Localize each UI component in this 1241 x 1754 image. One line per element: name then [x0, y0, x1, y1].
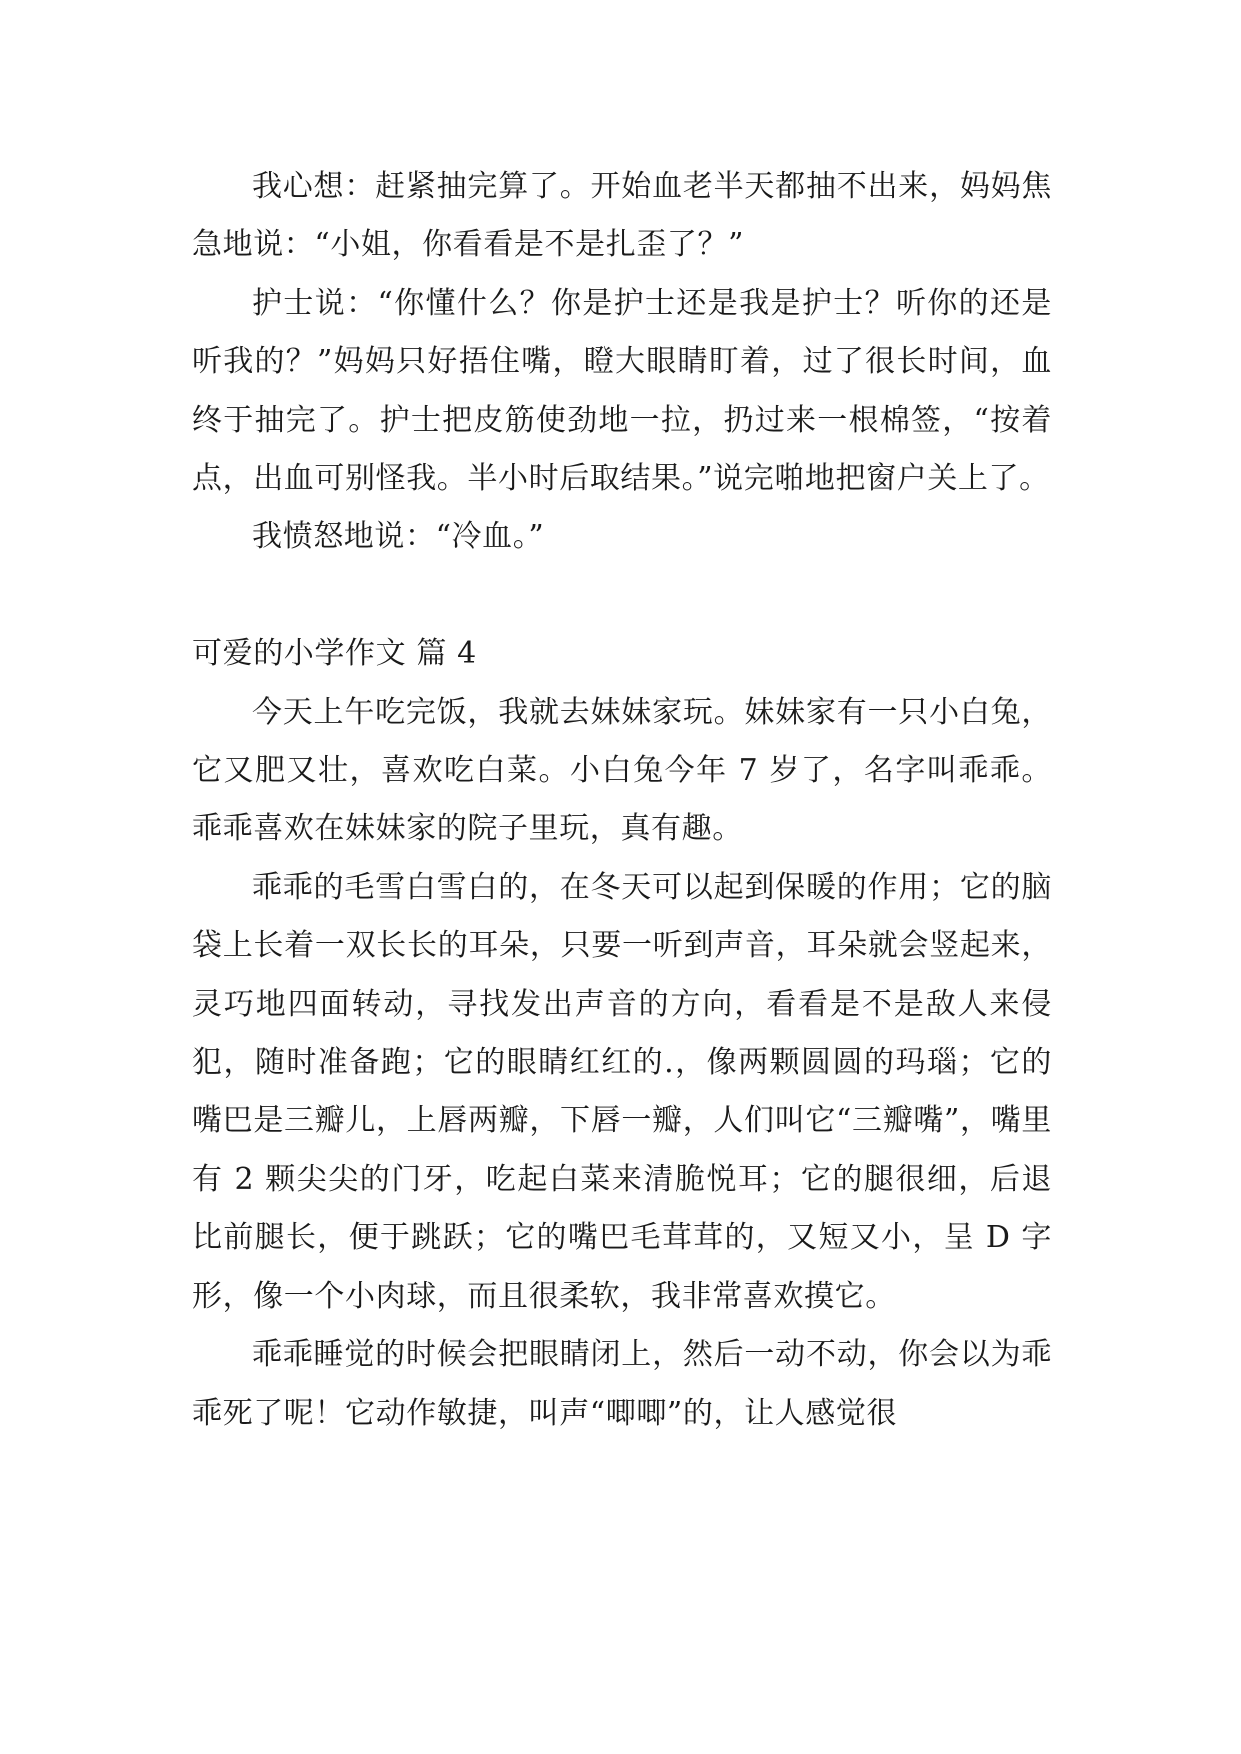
paragraph-6: 乖乖睡觉的时候会把眼睛闭上，然后一动不动，你会以为乖乖死了呢！它动作敏捷，叫声“唧唧”的，让人感觉很	[192, 1337, 1052, 1431]
paragraph-2: 护士说：“你懂什么？你是护士还是我是护士？听你的还是听我的？”妈妈只好捂住嘴，瞪大眼睛盯着，过了很长时间，血终于抽完了。护士把皮筋使劲地一拉，扔过来一根棉签，“按着点，出血可别怪我。半小时后取结果。”说完啪地把窗户关上了。	[192, 285, 1052, 497]
section-spacer	[192, 567, 1052, 625]
document-body	[192, 158, 1052, 1443]
paragraph-5: 乖乖的毛雪白雪白的，在冬天可以起到保暖的作用；它的脑袋上长着一双长长的耳朵，只要一听到声音，耳朵就会竖起来，灵巧地四面转动，寻找发出声音的方向，看看是不是敌人来侵犯，随时准备跑；它的眼睛红红的.，像两颗圆圆的玛瑙；它的嘴巴是三瓣儿，上唇两瓣，下唇一瓣，人们叫它“三瓣嘴”，嘴里有 2 颗尖尖的门牙，吃起白菜来清脆悦耳；它的腿很细，后退比前腿长，便于跳跃；它的嘴巴毛茸茸的，又短又小，呈 D 字形，像一个小肉球，而且很柔软，我非常喜欢摸它。	[192, 869, 1052, 1314]
paragraph-4: 今天上午吃完饭，我就去妹妹家玩。妹妹家有一只小白兔，它又肥又壮，喜欢吃白菜。小白兔今年 7 岁了，名字叫乖乖。乖乖喜欢在妹妹家的院子里玩，真有趣。	[192, 694, 1052, 847]
section-heading: 可爱的小学作文 篇 4	[192, 636, 477, 672]
paragraph-1: 我心想：赶紧抽完算了。开始血老半天都抽不出来，妈妈焦急地说：“小姐，你看看是不是扎歪了？”	[192, 169, 1052, 263]
paragraph-3: 我愤怒地说：“冷血。”	[252, 519, 545, 555]
